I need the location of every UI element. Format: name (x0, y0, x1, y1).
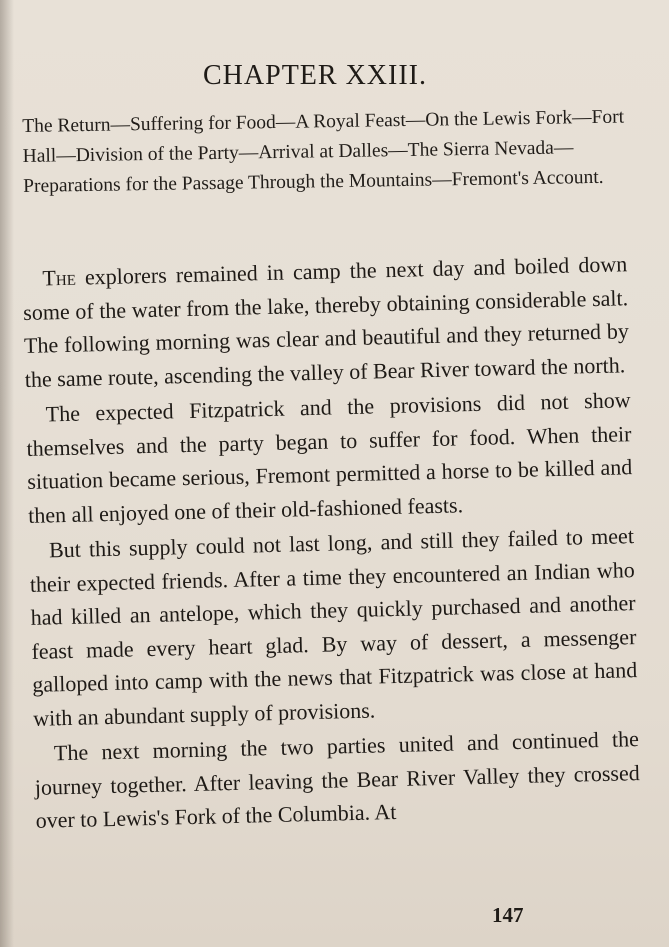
chapter-synopsis: The Return—Suffering for Food—A Royal Feast—On the Lewis Fork—Fort Hall—Division of the Party—Arrival at Dalles—The Sierra Nevada—Preparations for the Passage Through the Mountains—Fremont's Account. (22, 106, 625, 197)
paragraph-3: But this supply could not last long, and still they failed to meet their expected friends. After a time they encountered an Indian who had killed an antelope, which they quickly purchased and another feast made every heart glad. By way of dessert, a messenger galloped into camp with the news that Fitzpatrick was close at hand with an abundant supply of provisions. (29, 523, 638, 731)
paragraph-2: The expected Fitzpatrick and the provisions did not show themselves and the party began to suffer for food. When their situation became serious, Fremont permitted a horse to be killed and then all enjoyed one of their old-fashioned feasts. (26, 387, 633, 528)
gutter-shadow (0, 0, 14, 947)
paragraph-4: The next morning the two parties united and continued the journey together. After leaving the Bear River Valley they crossed over to Lewis's Fork of the Columbia. At (34, 726, 640, 833)
chapter-body (22, 247, 641, 837)
chapter-title: CHAPTER XXIII. (203, 60, 427, 91)
paragraph-1-lead: The (42, 264, 77, 291)
page-number: 147 (492, 903, 524, 927)
paragraph-1-text: explorers remained in camp the next day and boiled down some of the water from the lake, thereby obtaining considerable salt. The following morning was clear and beautiful and they returned by the same route, ascending the valley of Bear River toward the north. (22, 251, 630, 392)
paragraph-1 (22, 247, 630, 396)
